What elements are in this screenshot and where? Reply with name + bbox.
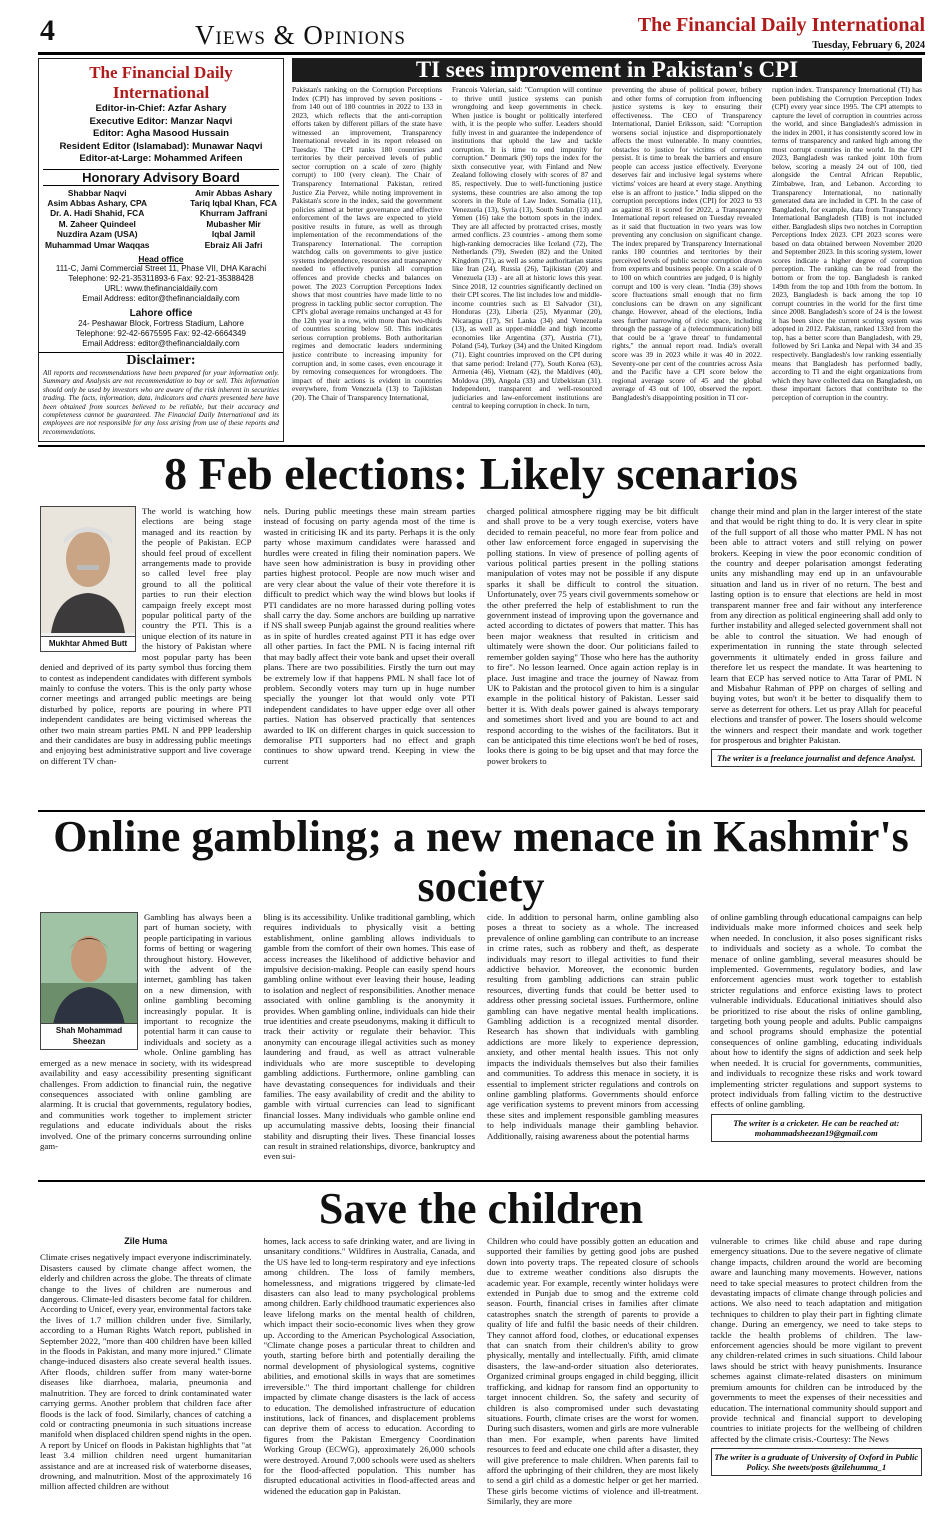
article-column (711, 506, 923, 806)
lahore-office-title: Lahore office (129, 307, 193, 319)
editorial-box (38, 58, 284, 442)
editor-list (39, 103, 283, 166)
head-office-title: Head office (138, 253, 184, 264)
disclaimer-text: All reports and recommendations have been prepared for your information only. Summary and Analysis are not recommendation to buy or sell. This information should only be used by investors who are aware of the risk inherent in securities trading. The facts, information, data, indicators and charts presented here have been obtained from sources believed to be reliable, but their accuracy and completeness cannot be guaranteed. The Financial Daily International and its employees are not responsible for any loss arising from use of these reports and recommendations. (43, 368, 279, 436)
column-text: change their mind and plan in the larger interest of the state and that would be right thing to do. It is very clear in spite of the full support of all those who matter PML N has not been able to attract voters and still relying on power brokers. Keeping in view the poor economic condition of the country and deeper polarisation amongst federating units any mishandling may end up in an unfavourable situation and land us in river of no return. The best and lasting option is to ensure that elections are held in most transparent manner free and fair without any interference from any direction as political engineering shall add only to further instability and alleged selected government shall not be able to control the situation. We had enough of experimentation in running the state through selected governments it ultimately ended in gross failure and therefore let us respect the mandate. It was heartening to learn that ECP has served notice to Atta Tarar of PML N and Misbahur Rahman of PPP on charges of selling and buying votes, but won't it be better to disqualify them to serve as deterrent for others. Let us pray Allah for peaceful elections and transfer of power. The losers should welcome the winners and respect their mandate and work together for prosperous and brighter Pakistan. (710, 506, 922, 745)
board-member: M. Zaheer Quindeel (58, 218, 136, 229)
board-right (190, 188, 277, 250)
article-column: cide. In addition to personal harm, online gambling also poses a threat to society as a whole. The increased prevalence of online gambling can contribute to an increase in crime rates, such as robbery and theft, as desperate individuals may resort to illegal activities to fund their addictive behavior. Moreover, the economic burden resulting from gambling addictions can strain public resources, diverting funds that could be better used to address other pressing societal issues. Furthermore, online gambling can have negative mental health implications. Gambling addiction is a recognized mental disorder. Research has shown that individuals with gambling addictions are more likely to experience depression, anxiety, and other mental health issues. This not only impacts the individuals themselves but also their families and communities. To address this menace in society, it is essential to implement stricter regulations and controls on online gambling platforms. Governments should enforce age verification systems to prevent minors from accessing these sites and implement responsible gambling measures to help individuals manage their gambling behavior. Additionally, raising awareness about the potential harms (487, 912, 699, 1141)
article-column (711, 912, 923, 1164)
gambling-headline: Online gambling; a new menace in Kashmir's society (53, 812, 909, 911)
article-column (40, 912, 252, 1164)
board-member: Muhammad Umar Waqqas (45, 239, 150, 250)
board-member: Ebraiz Ali Jafri (204, 239, 263, 250)
article-column: Children who could have possibly gotten an education and supported their families by getting good jobs are pushed down into poverty traps. The repeated closure of schools due to extreme weather conditions also disrupts the academic year. For example, recently winter holidays were extended in Punjab due to smog and the extreme cold season. Fourth, financial crises in families after climate catastrophes snatch the strength of parents to provide a quality of life and fulfil the basic needs of their children. They cannot afford food, clothes, or educational expenses that can snatch from their children's ability to grow physically, mentally and intellectually. Fifth, amid climate disasters, the law-and-order situation also deteriorates. Organized criminal groups engaged in child begging, illicit trafficking, and kidnap for ransom find an opportunity to target innocent children. So, the safety and security of children is also compromised under such devastating situations. Fourth, climate crises are the worst for women. During such disasters, women and girls are more vulnerable than men. For example, when parents have limited resources to feed and educate one child after a disaster, they will give preference to male children. When parents fail to afford the upbringing of their children, they are most likely to send a girl child as a domestic helper or get her married. These girls become victims of violence and ill-treatment. Similarly, they are more (487, 1236, 699, 1507)
gambling-article-body (40, 912, 922, 1164)
board-member: Shabbar Naqvi (67, 187, 127, 198)
portrait-icon (41, 913, 137, 1025)
page-number: 4 (40, 14, 55, 47)
article-column: nels. During public meetings these main stream parties instead of focusing on party agenda most of the time is wasted in criticising IK and its party. Perhaps it is the only party whose maximum candidates were harassed and hurdles were created in filing their nomination papers. We have seen how administration is busy in providing other parties highest protocol. People are now much wiser and are very clear about the value of their vote therefore it is difficult to predict which way the wind blows but looks if PTI candidates are no more harassed during polling votes shall carry the day. Some anchors are building up narrative if NS shall sweep Punjab against the ground realities where as in spite of hurdles created against PTI it has edge over all other parties. In fact the PML N is facing internal rift that may badly affect their vote bank and upset their overall plans. There are two possibilities. Firstly the turn out may be extremely low if that happens PML N shall face lot of problem. Secondly voters may turn up in huge number specially the younger lot that would only vote PTI independent candidates to have upper edge over all other parties. Nation has observed practically that sentences awarded to IK on different charges in quick succession to demoralise PTI supporters had no effect and graph continues to show upward trend. Keeping in view the current (263, 506, 475, 766)
children-article-body (40, 1236, 922, 1532)
address-line: Email Address: editor@thefinancialdaily.com (82, 293, 240, 303)
author-caption: Mukhtar Ahmed Butt (41, 636, 135, 651)
article-column (40, 1236, 252, 1532)
advisory-board (39, 188, 283, 250)
disclaimer (39, 352, 283, 436)
article-column: charged political atmosphere rigging may be bit difficult and shall prove to be a very tough exercise, voters have decided to remain peaceful, no more fear from police and other law enforcement force engaged in supervising the polling stations. In view of presence of polling agents of various political parties present in the polling stations manipulation of votes may not be possible if any dispute sparks it shall be difficult to control the situation. Unfortunately, over 75 years civil governments somehow or the other preferred the help of establishment to run the government instead of improving upon the governance and acted according to dictates of powers that matter. This has been major weakness that resulted in criticism and ultimately were shown the door. Our politicians failed to remember golden saying" Those who here has the authority to fire". No lesson learned. Once again action replay is in place. Just imagine and trace the journey of Nawaz from UK to Pakistan and the protocol given to him is a singular example in the political history of Pakistan. Lesser said better it is. With deals power gained is always temporary and sometimes short lived and you are bound to act and respond according to the wishes of the facilitators. But it can be anticipated this time elections won't be bed of roses, looks there is going to be big upset and that may force the power brokers to (487, 506, 699, 766)
children-headline: Save the children (318, 1184, 644, 1233)
author-photo (40, 912, 138, 1050)
column-text: Gambling has always been a part of human society, with people participating in various forms of betting or wagering throughout history. However, with the advent of the internet, gambling has taken on a new dimension, with online gambling becoming increasingly popular. It is important to recognize the potential harm it can cause to individuals and society as a whole. Online gambling has emerged as a new menace in society, with its widespread availability and easy accessibility presenting significant challenges. From addiction to financial ruin, the negative consequences associated with online gambling are alarming. It is crucial that governments, regulatory bodies, and communities work together to implement stricter regulations and educate individuals about the risks involved. One of the primary concerns surrounding online gam- (40, 912, 252, 1151)
editor-line: Editor: Agha Masood Hussain (92, 128, 230, 139)
board-member: Amir Abbas Ashary (195, 187, 273, 198)
portrait-icon (41, 507, 135, 633)
article-column: bling is its accessibility. Unlike traditional gambling, which requires individuals to physically visit a betting establishment, online gambling allows individuals to gamble from the comfort of their own homes. This ease of access increases the likelihood of addictive behavior and impulsive decision-making. People can easily spend hours gambling online without ever leaving their house, leading to isolation and neglect of responsibilities. Another menace associated with online gambling is the anonymity it provides. When gambling online, individuals can hide their true identities and create pseudonyms, making it difficult to track their activity or regulate their behavior. This anonymity can encourage illegal activities such as money laundering and fraud, as well as attract vulnerable individuals who are more susceptible to developing gambling addictions. Furthermore, online gambling can have devastating consequences for individuals and their families. The easy availability of credit and the ability to gamble with virtual currencies can lead to significant financial losses. Many individuals who gamble online end up accumulating massive debts, loosing their financial stability and disrupting their lives. These financial losses can result in strained relationships, divorce, bankruptcy and even sui- (263, 912, 475, 1162)
board-member: Khurram Jaffrani (199, 208, 268, 219)
author-note: The writer is a graduate of University of Oxford in Public Policy. She tweets/posts @zilehumma_1 (711, 1448, 923, 1476)
article-column: Francois Valerian, said: "Corruption will continue to thrive until justice systems can punish wrongdoing and keep governments in check. When justice is bought or politically interfered with, it is the people who suffer. Leaders should fully invest in and guarantee the independence of institutions that uphold the law and tackle corruption. It is time to end impunity for corruption." Denmark (90) tops the index for the sixth consecutive year, with Finland and New Zealand following closely with scores of 87 and 85, respectively. Due to well-functioning justice systems, these countries are also among the top scorers in the Rule of Law Index. Somalia (11), Venezuela (13), Syria (13), South Sudan (13) and Yemen (16) take the bottom spots in the index. They are all affected by protracted crises, mostly armed conflicts. 23 countries - among them some high-ranking democracies like Iceland (72), The Netherlands (79), Sweden (82) and the United Kingdom (71), as well as some authoritarian states like Iran (24), Russia (26), Tajikistan (20) and Venezuela (13) - are all at historic lows this year. Since 2018, 12 countries significantly declined on their CPI scores. The list includes low and middle-income countries such as El Salvador (31), Honduras (23), Liberia (25), Myanmar (20), Nicaragua (17), Sri Lanka (34) and Venezuela (13), as well as upper-middle and high income economies like Argentina (37), Austria (71), Poland (54), Turkey (34) and the United Kingdom (71). Eight countries improved on the CPI during that same period: Ireland (77), South Korea (63), Armenia (46), Vietnam (42), the Maldives (40), Moldova (39), Angola (33) and Uzbekistan (31). Independent, transparent and well-resourced judiciaries and law-enforcement institutions are central to keeping corruption in check. In turn, (452, 86, 602, 411)
lahore-office-address (39, 319, 283, 349)
disclaimer-title: Disclaimer: (126, 352, 196, 368)
article-column (40, 506, 252, 806)
address-line: Email Address: editor@thefinancialdaily.com (82, 338, 240, 348)
editor-line: Editor-at-Large: Mohammed Arifeen (79, 153, 243, 164)
article-column: homes, lack access to safe drinking water, and are living in unsanitary conditions." Wildfires in Australia, Canada, and the US have led to long-term respiratory and eye infections among children. The loss of family members, homelessness, and migrations triggered by climate-led disasters can also lead to many psychological problems among children. Early childhood traumatic experiences also leave lifelong marks on the mental health of children, which impact their socio-economic lives when they grow up. According to the American Psychological Association, "Climate change poses a particular threat to children and youth, starting before birth and potentially derailing the normal development of physiological systems, cognitive abilities, and emotional skills in ways that are sometimes irreversible." The third important challenge for children impacted by climate change disasters is the lack of access to education. The demolished infrastructure of education institutions, lack of finances, and displacement problems can deprive them of access to education. According to figures from the Pakistan Emergency Coordination Working Group (ECWG), approximately 26,000 schools were destroyed. Around 7,000 schools were used as shelters for the flood-affected population. This number has disrupted educational activities in flood-affected areas and widened the education gap in Pakistan. (263, 1236, 475, 1496)
section-rule (38, 1180, 925, 1182)
board-member: Asim Abbas Ashary, CPA (47, 197, 147, 208)
board-left (45, 188, 149, 250)
address-line: 111-C, Jami Commercial Street 11, Phase VII, DHA Karachi (55, 263, 267, 273)
board-member: Mubasher Mir (206, 218, 261, 229)
advisory-board-title: Honorary Advisory Board (43, 169, 279, 186)
column-text: vulnerable to crimes like child abuse and rape during emergency situations. Due to the severe negative of climate change impacts, children around the world are becoming aware and launching many movements. However, nations need to take special measures to protect children from the devastating impacts of climate change through policies and actions. We also need to teach adaptation and mitigation techniques to children to play their part in fighting climate change. During an emergency, we need to take steps to tackle the health problems of children. The law-enforcement agencies should be more vigilant to prevent any children-related crimes in such situations. Child labour laws should be strict with heavy punishments. Insurance schemes against climate-related disasters on minimum premium amounts for children can be introduced by the governments to meet the expenses of their necessities and education. The international community should support and provide technical and financial support to developing countries to initiate projects for the wellbeing of children affected by the climate crisis.-Courtesy: The News (710, 1236, 922, 1444)
board-member: Iqbal Jamil (211, 229, 256, 240)
column-text: The world is watching how elections are being stage managed and its reaction by the people of Pakistan. ECP should feel proud of excellent arrangements made to provide so called level free play ground to all the political parties to run their election campaign freely except most popular political party of the country the PTI. This is a unique election of its nature in the history of Pakistan where most popular party has been denied and deprived of its party symbol thus forcing them to contest as independent candidates with different symbols mainly to confuse the voters. This is the only party whose corner meetings and arranged public meetings are being disturbed by police, reports are pouring in where PTI independent candidates are being victimised whereas the other two main stream parties PML N and PPP leadership and their candidates are busy in addressing public meetings and enjoying best administrative support and live coverage on different TV chan- (40, 506, 252, 766)
ti-article-body (292, 86, 922, 440)
editor-line: Executive Editor: Manzar Naqvi (89, 115, 233, 127)
elections-headline: 8 Feb elections: Likely scenarios (164, 448, 798, 499)
address-line: Telephone: 92-21-35311893-6 Fax: 92-21-35388428 (68, 273, 254, 283)
author-note: The writer is a freelance journalist and defence Analyst. (711, 749, 923, 767)
author-byline: Zile Huma (124, 1236, 168, 1246)
column-text: Climate crises negatively impact everyone indiscriminately. Disasters caused by climate change affect women, the elderly and children across the globe. The threats of climate change to the lives of children are numerous and dangerous. Climate-led disasters become fatal for children. According to Unicef, every year, environmental factors take the lives of 1.7 million children under five. Similarly, according to a Human Rights Watch report, published in September 2022, "more than 400 children have been killed in the floods in Pakistan, and many more injured." Climate change-induced disasters also create several health issues. After floods, children suffer from many water-borne diseases like diarrhoea, malaria, pneumonia and malnutrition. They are forced to drink contaminated water carrying germs. Another problem that children face after floods is the lack of food. Similarly, chances of catching a cold or contracting pneumonia in such situations increase manifold when displaced children spend nights in the open. A report by Unicef on floods in Pakistan highlights that "at least 3.4 million children need urgent humanitarian assistance and are at increased risk of waterborne diseases, drowning, and malnutrition. Most of the approximately 16 million affected children are without (40, 1252, 252, 1492)
editor-line: Resident Editor (Islamabad): Munawar Naqvi (59, 140, 263, 152)
section-rule (38, 445, 925, 447)
board-member: Nuzdira Azam (USA) (56, 229, 138, 240)
article-column (711, 1236, 923, 1532)
address-line: URL: www.thefinancialdaily.com (104, 283, 218, 293)
editor-line: Editor-in-Chief: Azfar Ashary (95, 103, 227, 114)
paper-title: The Financial Daily International (89, 63, 233, 102)
header-rule (38, 52, 925, 55)
author-photo (40, 506, 136, 652)
elections-article-body (40, 506, 922, 806)
issue-date: Tuesday, February 6, 2024 (812, 40, 925, 51)
article-column: ruption index. Transparency International (TI) has been publishing the Corruption Perception Index (CPI) every year since 1995. The CPI attempts to capture the level of corruption in countries across the world, and since Bangladesh's admission in the index in 2001, it has consistently scored low in terms of transparency and ranked high among the most corrupt countries in the world. In the CPI 2023, Bangladesh was ranked joint 10th from below, scoring a measly 24 out of 100, tied alongside the Central African Republic, Zimbabwe, Iran, and Lebanon. According to Transparency International, no nationally generated data are included in CPI. In the case of Bangladesh, for example, data from Transparency International Bangladesh (TIB) is not included either. Bangladesh slips two notches in Corruption Perceptions Index 2023. CPI 2023 scores were based on data obtained between November 2020 and September 2023. In this scoring system, lower scores indicate a higher degree of corruption perception. The ranking can be read from the bottom or from the top. Bangladesh is ranked 149th from the top and 10th from the bottom. In 2023, Bangladesh is back among the top 10 corrupt countries in the world for the first time since 2008. Bangladesh's score of 24 is the lowest it has been since the current scoring system was adopted in 2012. Pakistan, ranked 133rd from the top, has a better score than Bangladesh, with 29, followed by Sri Lanka and Nepal with 34 and 35 respectively. Bangladesh's low ranking essentially means that Bangladesh has performed badly, according to TI and the eight organizations from which they have collected data on Bangladesh, on these important factors that contribute to the perception of corruption in the country. (772, 86, 922, 402)
section-title: Views & Opinions (195, 20, 406, 50)
column-text: of online gambling through educational campaigns can help individuals make more informed choices and seek help when needed. In conclusion, it also poses significant risks to individuals and society as a whole. To combat the menace of online gambling, several measures should be implemented. Governments, regulatory bodies, and law enforcement agencies must work together to establish stricter regulations and enforce existing laws to protect vulnerable individuals. Educational initiatives should also be prioritized to rise about the risks of online gambling, targeting both young people and adults. Public campaigns and school programs should emphasize the potential consequences of online gambling, educating individuals about how to identify the signs of addiction and seek help when needed. It is crucial for governments, communities, and individuals to recognize these risks and work toward implementing stricter regulations and support systems to protect individuals from falling victim to the destructive effects of online gambling. (710, 912, 922, 1110)
head-office-address (39, 264, 283, 304)
address-line: Telephone: 92-42-6675595 Fax: 92-42-6664349 (76, 328, 246, 338)
masthead: The Financial Daily International (637, 14, 925, 36)
author-note: The writer is a cricketer. He can be reached at: mohammadsheezan19@gmail.com (711, 1114, 923, 1142)
ti-headline: TI sees improvement in Pakistan's CPI (292, 58, 922, 82)
address-line: 24- Peshawar Block, Fortress Stadium, Lahore (78, 318, 244, 328)
article-column: preventing the abuse of political power, bribery and other forms of corruption from influencing justice systems is key to ensuring their effectiveness. The CEO of Transparency International, Daniel Eriksson, said: "Corruption worsens social injustice and disproportionately affects the most vulnerable. In many countries, obstacles to justice for victims of corruption persist. It is time to break the barriers and ensure people can access justice effectively. Everyone deserves fair and inclusive legal systems where victims' voices are heard at every stage. Anything else is an affront to justice." India slipped on the corruption perceptions index (CPI) for 2023 to 93 as against 85 it scored for 2022, a Transparency International report released on Tuesday revealed as it said that fluctuation in two years was low preventing any conclusion on significant change. The index prepared by Transparency International ranks 180 countries and territories by their perceived levels of public sector corruption drawn from experts and business people. On a scale of 0 to 100 on which countries are judged, 0 is highly corrupt and 100 is very clean. "India (39) shows score fluctuations small enough that no firm conclusions can be drawn on any significant change. However, ahead of the elections, India sees further narrowing of civic space, including through the passage of a (telecommunication) bill that could be a 'grave threat' to fundamental rights," the annual report read. India's overall score was 39 in 2023 while it was 40 in 2022. Seventy-one per cent of the countries across Asia and the Pacific have a CPI score below the regional average score of 45 and the global average of 43 out of 100, observed the report. Bangladesh's disappointing position in TI cor- (612, 86, 762, 402)
article-column: Pakistan's ranking on the Corruption Perceptions Index (CPI) has improved by seven positions - from 140 out of 180 countries in 2022 to 133 in 2023, which reflects that the anti-corruption efforts taken by different pillars of the state have witnessed an improvement, Transparency International revealed in its report released on Tuesday. The CPI ranks 180 countries and territories by their perceived levels of public sector corruption on a scale of zero (highly corrupt) to 100 (very clean). The Chair of Transparency International Pakistan, retired Justice Zia Pervez, while noting improvement in Pakistan's score in the index, said the government policies aimed at better governance and effective enforcement of the laws are expected to yield positive results in future, as well as through implementation of the recommendations of the Transparency International. The corruption watchdog calls on governments to give justice systems independence, resources and transparency needed to effectively punish all corruption offences and provide checks and balances on power. The 2023 Corruption Perceptions Index shows that most countries have made little to no progress in tackling public sector corruption. The CPI's global average remains unchanged at 43 for the 12th year in a row, with more than two-thirds of countries scoring below 50. This indicates serious corruption problems. Both authoritarian regimes and democratic leaders undermining justice contribute to increasing impunity for corruption and, in some cases, even encourage it by removing consequences for wrongdoers. The impact of their actions is evident in countries everywhere, from Venezuela (13) to Tajikistan (20). The Chair of Transparency International, (292, 86, 442, 402)
board-member: Tariq Iqbal Khan, FCA (190, 197, 277, 208)
board-member: Dr. A. Hadi Shahid, FCA (50, 208, 145, 219)
author-caption: Shah Mohammad Sheezan (41, 1023, 137, 1049)
